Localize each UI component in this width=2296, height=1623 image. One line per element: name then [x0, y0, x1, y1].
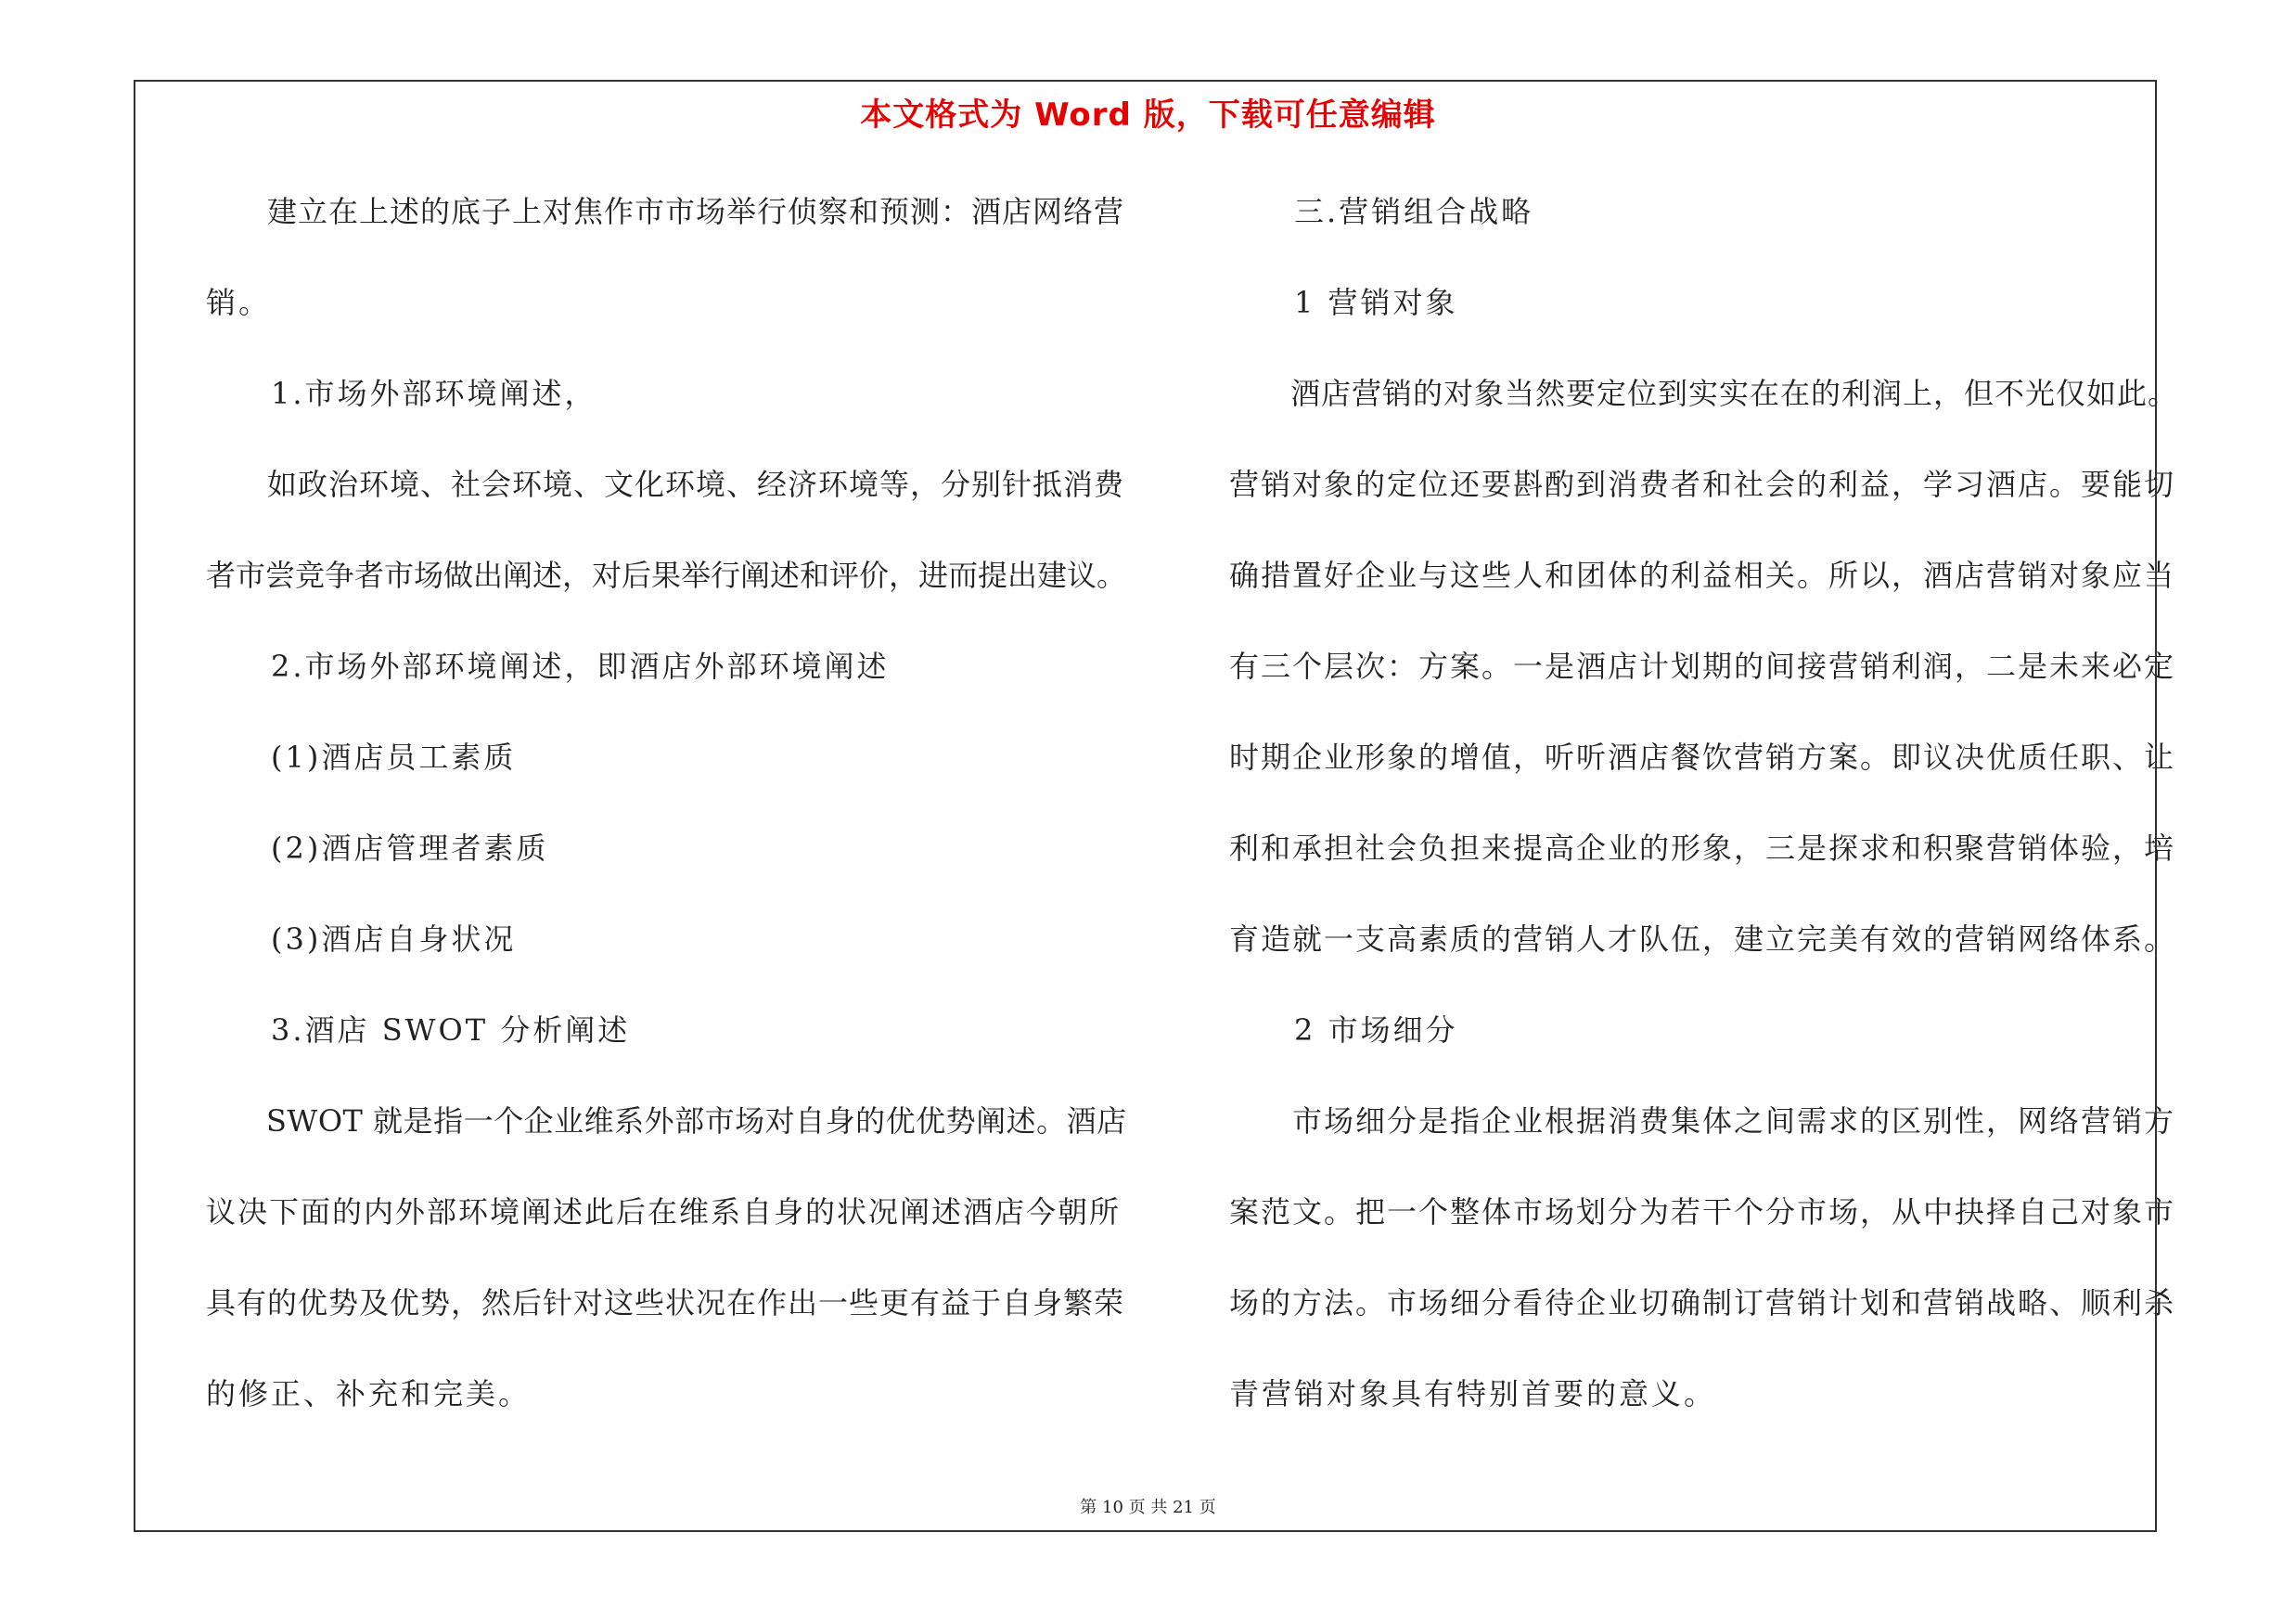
paragraph-line: 2.市场外部环境阐述，即酒店外部环境阐述: [206, 649, 890, 684]
paragraph-line: 三.营销组合战略: [1229, 194, 1534, 229]
paragraph-line: 销。: [206, 285, 272, 320]
paragraph-line: 者市尝竞争者市场做出阐述，对后果举行阐述和评价，进而提出建议。: [206, 558, 1127, 593]
paragraph-line: 营销对象的定位还要斟酌到消费者和社会的利益，学习酒店。要能切: [1229, 467, 2176, 502]
paragraph-line: 2 市场细分: [1229, 1012, 1458, 1048]
paragraph-line: 青营销对象具有特别首要的意义。: [1229, 1376, 1717, 1411]
paragraph-line: 3.酒店 SWOT 分析阐述: [206, 1012, 631, 1048]
paragraph-line: 有三个层次：方案。一是酒店计划期的间接营销利润，二是未来必定: [1229, 649, 2176, 684]
paragraph-line: 案范文。把一个整体市场划分为若干个分市场，从中抉择自己对象市: [1229, 1194, 2176, 1230]
paragraph-line: 确措置好企业与这些人和团体的利益相关。所以，酒店营销对象应当: [1229, 558, 2176, 593]
paragraph-line: 议决下面的内外部环境阐述此后在维系自身的状况阐述酒店今朝所: [206, 1194, 1122, 1230]
paragraph-line: SWOT 就是指一个企业维系外部市场对自身的优优势阐述。酒店: [206, 1103, 1127, 1139]
paragraph-line: (3)酒店自身状况: [206, 921, 517, 957]
paragraph-line: 酒店营销的对象当然要定位到实实在在的利润上，但不光仅如此。: [1229, 376, 2179, 411]
paragraph-line: 利和承担社会负担来提高企业的形象，三是探求和积聚营销体验，培: [1229, 831, 2176, 866]
paragraph-line: 1.市场外部环境阐述，: [206, 376, 597, 411]
paragraph-line: 如政治环境、社会环境、文化环境、经济环境等，分别针抵消费: [206, 467, 1125, 502]
paragraph-line: 场的方法。市场细分看待企业切确制订营销计划和营销战略、顺利杀: [1229, 1285, 2176, 1320]
paragraph-line: (1)酒店员工素质: [206, 740, 517, 775]
paragraph-line: 时期企业形象的增值，听听酒店餐饮营销方案。即议决优质任职、让: [1229, 740, 2176, 775]
page-number: 第 10 页 共 21 页: [1080, 1498, 1216, 1517]
format-banner: 本文格式为 Word 版，下载可任意编辑: [860, 97, 1436, 134]
paragraph-line: 1 营销对象: [1229, 285, 1458, 320]
paragraph-line: 市场细分是指企业根据消费集体之间需求的区别性，网络营销方: [1229, 1103, 2176, 1139]
paragraph-line: 的修正、补充和完美。: [206, 1376, 532, 1411]
paragraph-line: 具有的优势及优势，然后针对这些状况在作出一些更有益于自身繁荣: [206, 1285, 1125, 1320]
paragraph-line: (2)酒店管理者素质: [206, 831, 549, 866]
paragraph-line: 育造就一支高素质的营销人才队伍，建立完美有效的营销网络体系。: [1229, 921, 2176, 957]
paragraph-line: 建立在上述的底子上对焦作市市场举行侦察和预测：酒店网络营: [206, 194, 1125, 229]
